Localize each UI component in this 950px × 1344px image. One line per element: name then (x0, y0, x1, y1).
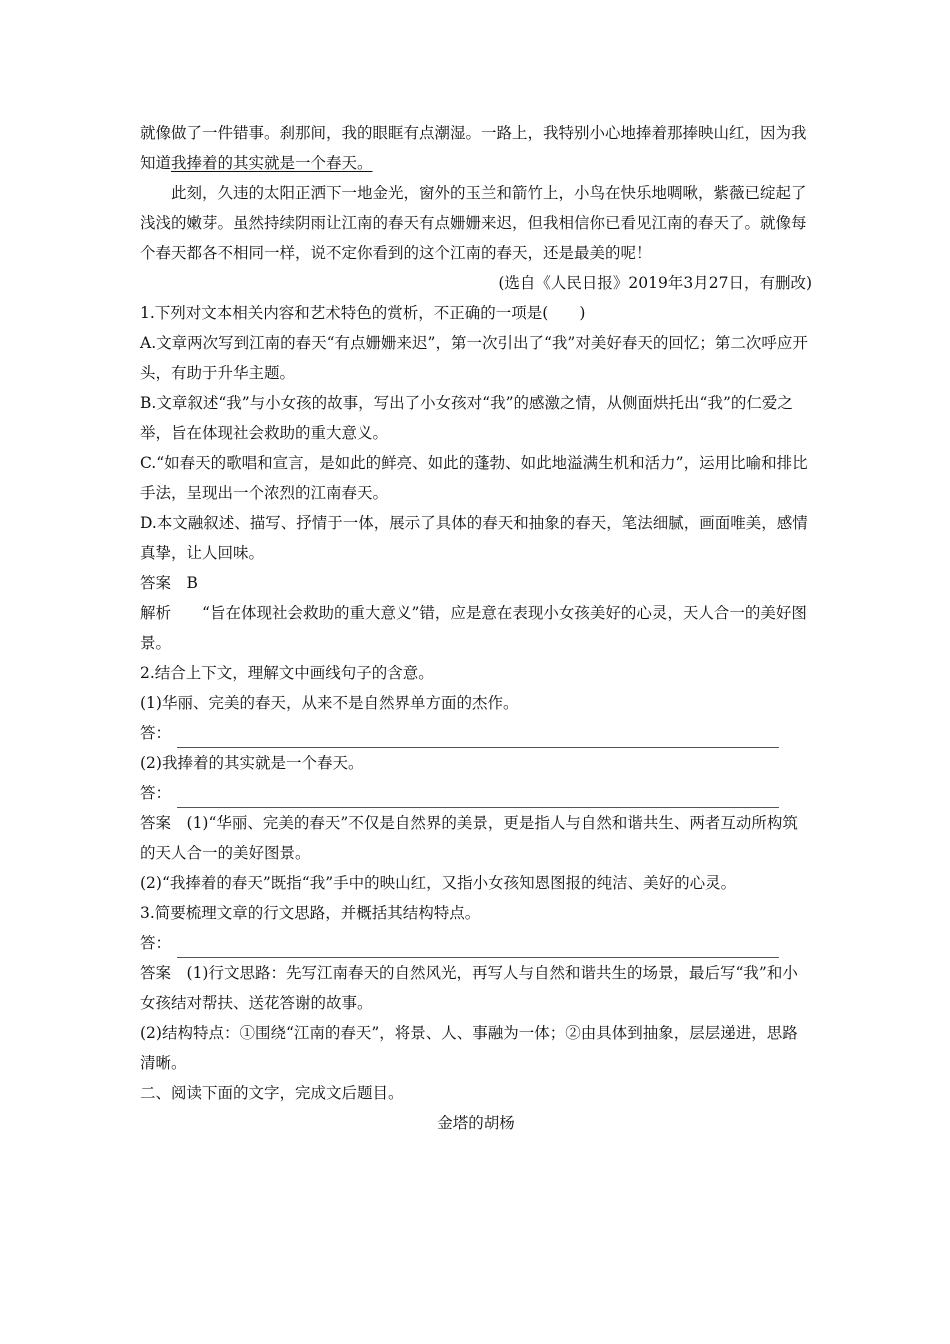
answer-blank[interactable] (177, 785, 779, 808)
question-2-answer-2: (2)“我捧着的春天”既指“我”手中的映山红，又指小女孩知恩图报的纯洁、美好的心灵。 (140, 874, 737, 892)
answer-prefix: 答： (140, 934, 172, 952)
question-2-sub-1: (1)华丽、完美的春天，从来不是自然界单方面的杰作。 (140, 694, 519, 712)
passage-text: 就像做了一件错事。刹那间，我的眼眶有点潮湿。一路上，我特别小心地捧着那捧映山红，因为我知道 (140, 124, 807, 172)
answer-blank[interactable] (177, 725, 779, 748)
answer-text: (1)“华丽、完美的春天”不仅是自然界的美景，更是指人与自然和谐共生、两者互动所构筑的天人合一的美好图景。 (140, 814, 798, 862)
question-3-answer-2: (2)结构特点：①围绕“江南的春天”，将景、人、事融为一体；②由具体到抽象，层层递进，思路清晰。 (140, 1024, 798, 1072)
answer-label: 答案 (140, 574, 172, 592)
article-title: 金塔的胡杨 (437, 1114, 515, 1132)
answer-text: (1)行文思路：先写江南春天的自然风光，再写人与自然和谐共生的场景，最后写“我”和小女孩结对帮扶、送花答谢的故事。 (140, 964, 798, 1012)
document-page (140, 118, 812, 1138)
question-3-answer-1 (140, 958, 812, 1018)
question-2-answer-1 (140, 808, 812, 868)
answer-line-3 (140, 928, 812, 958)
option-d: D.本文融叙述、描写、抒情于一体，展示了具体的春天和抽象的春天，笔法细腻，画面唯美，感情真挚，让人回味。 (140, 514, 808, 562)
passage-paragraph-2: 此刻，久违的太阳正洒下一地金光，窗外的玉兰和箭竹上，小鸟在快乐地啁啾，紫薇已绽起了浅浅的嫩芽。虽然持续阴雨让江南的春天有点姗姗来迟，但我相信你已看见江南的春天了。就像每个春天都各不相同一样，说不定你看到的这个江南的春天，还是最美的呢！ (140, 184, 807, 262)
answer-prefix: 答： (140, 784, 172, 802)
section-2-heading: 二、阅读下面的文字，完成文后题目。 (140, 1084, 404, 1102)
analysis-text: “旨在体现社会救助的重大意义”错，应是意在表现小女孩美好的心灵，天人合一的美好图景。 (140, 604, 807, 652)
answer-line-2-1 (140, 718, 812, 748)
option-a: A.文章两次写到江南的春天“有点姗姗来迟”，第一次引出了“我”对美好春天的回忆；第二次呼应开头，有助于升华主题。 (140, 334, 808, 382)
answer-line-2-2 (140, 778, 812, 808)
question-1-answer (140, 568, 812, 598)
question-2-sub-2: (2)我捧着的其实就是一个春天。 (140, 754, 364, 772)
answer-label: 答案 (140, 964, 172, 982)
answer-blank[interactable] (177, 935, 779, 958)
question-1-analysis (140, 598, 812, 658)
source-citation: (选自《人民日报》2019年3月27日，有删改) (498, 274, 812, 292)
question-1-stem: 1.下列对文本相关内容和艺术特色的赏析，不正确的一项是( ) (140, 304, 586, 322)
answer-prefix: 答： (140, 724, 172, 742)
passage-paragraph-1 (140, 118, 812, 178)
underlined-sentence: 我捧着的其实就是一个春天。 (171, 154, 373, 172)
answer-label: 答案 (140, 814, 172, 832)
option-c: C.“如春天的歌唱和宣言，是如此的鲜亮、如此的蓬勃、如此地溢满生机和活力”，运用比喻和排比手法，呈现出一个浓烈的江南春天。 (140, 454, 808, 502)
question-2-stem: 2.结合上下文，理解文中画线句子的含意。 (140, 664, 434, 682)
analysis-label: 解析 (140, 604, 172, 622)
answer-value: B (186, 574, 198, 592)
question-3-stem: 3.简要梳理文章的行文思路，并概括其结构特点。 (140, 904, 481, 922)
option-b: B.文章叙述“我”与小女孩的故事，写出了小女孩对“我”的感激之情，从侧面烘托出“我”的仁爱之举，旨在体现社会救助的重大意义。 (140, 394, 793, 442)
